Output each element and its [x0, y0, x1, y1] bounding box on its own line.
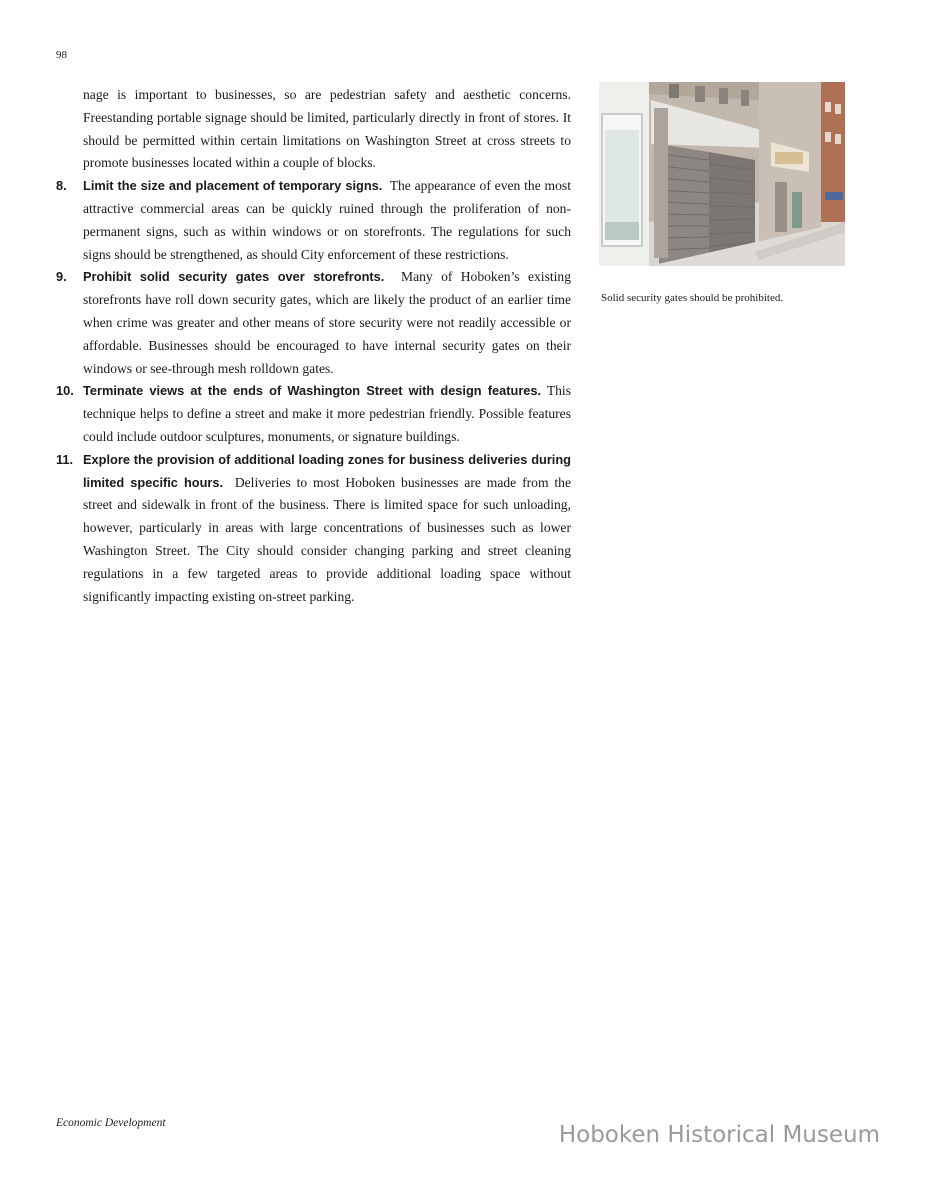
list-item: [56, 380, 571, 448]
item-body: [83, 380, 571, 448]
item-number: 11.: [56, 451, 74, 467]
continuation-paragraph: nage is important to businesses, so are pedestrian safety and aesthetic concerns. Freestanding portable signage should be limited, particularly directly in front of stores. It should be permitted within certain limitations on Washington Street at cross streets to promote businesses located within a couple of blocks.: [83, 87, 571, 171]
item-text: The appearance of even the most attractive commercial areas can be quickly ruined through the proliferation of non-permanent signs, such as within windows or on storefronts. The regulations for such signs should be strengthened, as should City enforcement of these restrictions.: [83, 178, 571, 262]
item-text: Many of Hoboken’s existing storefronts have roll down security gates, which are likely the product of an earlier time when crime was greater and other means of store security were not readily accessible or affordable. Businesses should be encouraged to have internal security gates on their windows or see-through mesh rolldown gates.: [83, 269, 572, 376]
watermark: Hoboken Historical Museum: [558, 1122, 880, 1148]
storefront-photo: [599, 82, 845, 266]
page-number: 98: [56, 49, 67, 61]
photo-caption: Solid security gates should be prohibited.: [601, 292, 784, 304]
item-body: [83, 175, 571, 266]
item-heading: Terminate views at the ends of Washington Street with design features.: [83, 383, 542, 399]
item-text: Deliveries to most Hoboken businesses are made from the street and sidewalk in front of the business. There is limited space for such unloading, however, particularly in areas with large concentrations of businesses such as lower Washington Street. The City should consider changing parking and street cleaning regulations in a few targeted areas to provide additional loading space without significantly impacting existing on-street parking.: [83, 474, 571, 604]
list-item: [56, 266, 571, 380]
item-number: 8.: [56, 178, 67, 194]
item-body: [83, 266, 571, 380]
footer-section-title: Economic Development: [56, 1117, 166, 1129]
item-text: This technique helps to define a street and make it more pedestrian friendly. Possible features could include outdoor sculptures, monuments, or signature buildings.: [83, 383, 571, 444]
item-heading: Limit the size and placement of temporary signs.: [83, 178, 383, 194]
main-column: [56, 84, 571, 608]
item-heading: Prohibit solid security gates over storefronts.: [83, 269, 385, 285]
list-item: [56, 175, 571, 266]
item-number: 10.: [56, 383, 74, 399]
item-number: 9.: [56, 269, 67, 285]
item-body: [83, 449, 571, 609]
item-heading: Explore the provision of additional loading zones for business deliveries during limited specific hours.: [83, 451, 571, 490]
list-item: [56, 449, 571, 609]
